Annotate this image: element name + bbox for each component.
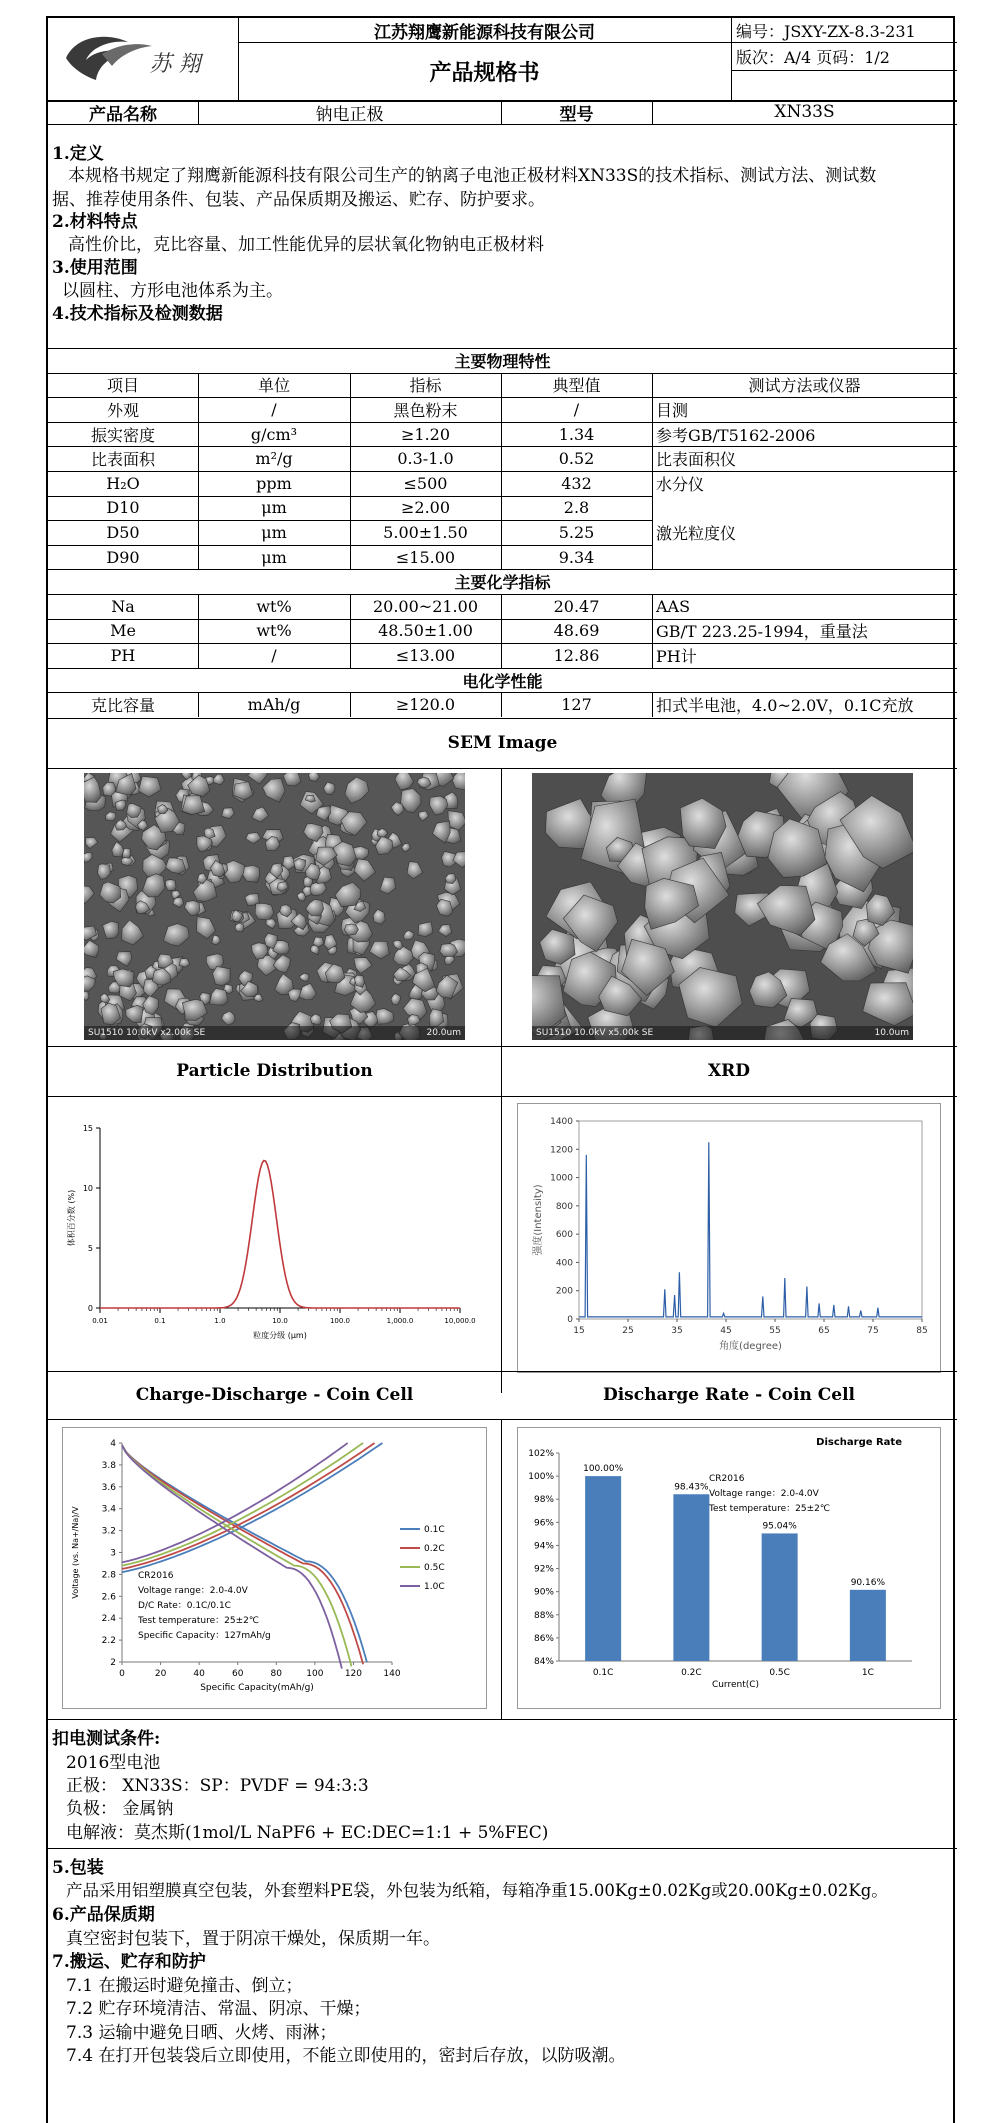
cd-x-tick-label: 80 bbox=[270, 1669, 283, 1679]
physical-row-0-col-0: 外观 bbox=[106, 400, 139, 420]
sem-texture-left bbox=[84, 773, 465, 1040]
electro-row-0-col-2: ≥120.0 bbox=[395, 695, 456, 715]
physical-row-2-col-3: 0.52 bbox=[558, 449, 595, 469]
physical-row-2-col-1: m²/g bbox=[255, 449, 293, 469]
rate-bar-0.5C bbox=[762, 1533, 798, 1661]
conditions-line-4: 电解液：莫杰斯(1mol/L NaPF6 + EC:DEC=1:1 + 5%FEC) bbox=[66, 1823, 549, 1843]
physical-row-2-col-0: 比表面积 bbox=[90, 450, 155, 470]
section-4-title: 4.技术指标及检测数据 bbox=[52, 304, 223, 324]
charge-discharge-chart bbox=[62, 1427, 487, 1709]
section-7-item-4: 7.4 在打开包装袋后立即使用，不能立即使用的，密封后存放，以防吸潮。 bbox=[66, 2046, 626, 2066]
physical-row-4-col-2: ≥2.00 bbox=[400, 498, 451, 518]
chemical-row-2-col-0: PH bbox=[110, 645, 136, 665]
electro-section-title: 电化学性能 bbox=[462, 671, 543, 691]
xrd-y-tick-label: 400 bbox=[555, 1258, 573, 1269]
section-7-title: 7.搬运、贮存和防护 bbox=[52, 1952, 206, 1972]
cd-y-label: Voltage (vs. Na+/Na)/V bbox=[71, 1506, 80, 1599]
section-2-line-1: 高性价比，克比容量、加工性能优异的层状氧化物钠电正极材料 bbox=[68, 235, 544, 255]
psd-series-line bbox=[100, 1161, 460, 1308]
section-5-line-1: 产品采用铝塑膜真空包装，外套塑料PE袋，外包装为纸箱，每箱净重15.00Kg±0.02Kg或20.00Kg±0.02Kg。 bbox=[66, 1881, 888, 1900]
physical-row-1-col-3: 1.34 bbox=[558, 424, 595, 444]
cd-legend-label-0.1C: 0.1C bbox=[424, 1525, 445, 1535]
sem-particle bbox=[213, 967, 231, 986]
charge-discharge-title: Charge-Discharge - Coin Cell bbox=[135, 1385, 414, 1405]
cd-y-tick-label: 2.8 bbox=[101, 1570, 116, 1581]
xrd-pattern-line bbox=[579, 1142, 922, 1317]
chemical-row-0-col-0: Na bbox=[111, 596, 135, 616]
section-6-line-1: 真空密封包装下，置于阴凉干燥处，保质期一年。 bbox=[66, 1929, 440, 1949]
physical-row-0-col-1: / bbox=[271, 399, 277, 419]
rate-y-tick-label: 98% bbox=[533, 1495, 554, 1506]
section-7-item-2: 7.2 贮存环境清洁、常温、阴凉、干燥； bbox=[66, 1999, 371, 2019]
section-6-title: 6.产品保质期 bbox=[52, 1905, 155, 1925]
chemical-row-2-col-1: / bbox=[271, 645, 277, 665]
psd-y-tick-label: 15 bbox=[82, 1124, 93, 1133]
psd-x-tick-label: 100.0 bbox=[329, 1317, 351, 1325]
xrd-y-tick-label: 600 bbox=[555, 1230, 573, 1241]
conditions-title: 扣电测试条件: bbox=[52, 1729, 161, 1749]
chemical-row-2-col-3: 12.86 bbox=[553, 645, 600, 665]
xrd-x-tick-label: 85 bbox=[916, 1326, 928, 1336]
cd-x-tick-label: 100 bbox=[306, 1669, 324, 1679]
chemical-row-1-col-4: GB/T 223.25-1994，重量法 bbox=[656, 622, 868, 642]
rate-x-tick-label-0.1C: 0.1C bbox=[592, 1668, 614, 1678]
rate-y-tick-label: 90% bbox=[533, 1587, 554, 1598]
cd-x-tick-label: 40 bbox=[193, 1669, 205, 1679]
physical-row-4-col-3: 2.8 bbox=[563, 498, 590, 518]
physical-row-5-col-1: μm bbox=[261, 522, 287, 542]
sem-caption-left-info: SU1510 10.0kV x2.00k SE bbox=[88, 1028, 206, 1038]
xrd-y-tick-label: 200 bbox=[555, 1286, 573, 1297]
cd-charge-curve-0.1C bbox=[122, 1443, 382, 1572]
cd-x-tick-label: 20 bbox=[154, 1669, 167, 1679]
physical-row-6-col-3: 9.34 bbox=[558, 547, 595, 567]
cd-y-tick-label: 4 bbox=[110, 1439, 116, 1449]
section-1-line-1: 本规格书规定了翔鹰新能源科技有限公司生产的钠离子电池正极材料XN33S的技术指标、测试方法、测试数 bbox=[68, 166, 877, 186]
cd-x-tick-label: 60 bbox=[231, 1669, 244, 1679]
physical-row-0-col-3: / bbox=[573, 399, 580, 419]
physical-row-5-col-0: D50 bbox=[106, 522, 140, 542]
rate-bar-0.1C bbox=[585, 1476, 621, 1661]
cd-y-tick-label: 3.2 bbox=[101, 1526, 116, 1537]
xrd-x-tick-label: 15 bbox=[573, 1326, 585, 1336]
physical-row-6-col-1: μm bbox=[261, 547, 287, 567]
xrd-plot-area bbox=[579, 1121, 922, 1319]
cd-y-tick-label: 2.2 bbox=[101, 1636, 116, 1647]
sem-title: SEM Image bbox=[447, 733, 558, 753]
physical-row-3-col-3: 432 bbox=[561, 473, 592, 493]
rate-x-tick-label-0.5C: 0.5C bbox=[769, 1668, 790, 1678]
cd-charge-curve-1.0C bbox=[122, 1443, 348, 1562]
physical-section-title: 主要物理特性 bbox=[454, 351, 551, 371]
sem-caption-right-scale: 10.0um bbox=[874, 1028, 909, 1038]
section-7-item-3: 7.3 运输中避免日晒、火烤、雨淋； bbox=[66, 2023, 337, 2043]
psd-x-tick-label: 10.0 bbox=[272, 1317, 288, 1325]
cd-annotation-0: CR2016 bbox=[138, 1571, 174, 1581]
sem-caption-left bbox=[84, 1026, 465, 1040]
xrd-chart bbox=[517, 1103, 941, 1373]
section-1-title: 1.定义 bbox=[52, 144, 104, 164]
xrd-x-tick-label: 55 bbox=[769, 1326, 781, 1336]
table-header-1: 单位 bbox=[257, 376, 290, 396]
rate-y-tick-label: 88% bbox=[533, 1610, 554, 1621]
rate-data-label-1C: 90.16% bbox=[850, 1577, 886, 1588]
chemical-row-1-col-2: 48.50±1.00 bbox=[378, 621, 473, 641]
rate-y-tick-label: 102% bbox=[528, 1449, 554, 1459]
section-3-line-1: 以圆柱、方形电池体系为主。 bbox=[62, 281, 283, 301]
rate-x-tick-label-0.2C: 0.2C bbox=[681, 1668, 702, 1678]
xrd-y-tick-label: 1400 bbox=[550, 1117, 573, 1127]
xrd-x-tick-label: 35 bbox=[671, 1326, 683, 1336]
chemical-row-0-col-2: 20.00~21.00 bbox=[372, 596, 478, 616]
physical-row-4-col-0: D10 bbox=[106, 498, 140, 518]
company-name: 江苏翔鹰新能源科技有限公司 bbox=[374, 22, 595, 43]
xrd-x-tick-label: 25 bbox=[622, 1326, 634, 1336]
discharge-rate-chart bbox=[517, 1427, 941, 1709]
sem-caption-right-info: SU1510 10.0kV x5.00k SE bbox=[536, 1028, 654, 1038]
electro-row-0-col-1: mAh/g bbox=[247, 695, 301, 715]
physical-row-2-col-4: 比表面积仪 bbox=[656, 450, 737, 470]
xrd-y-tick-label: 1200 bbox=[550, 1145, 573, 1156]
cd-annotation-3: Test temperature：25±2℃ bbox=[138, 1616, 259, 1626]
sem-particle bbox=[418, 922, 433, 937]
physical-row-5-col-3: 5.25 bbox=[558, 522, 595, 542]
electro-row-0-col-3: 127 bbox=[561, 695, 592, 715]
table-header-4: 测试方法或仪器 bbox=[748, 376, 861, 396]
electro-row-0-col-4: 扣式半电池，4.0~2.0V，0.1C充放 bbox=[656, 696, 914, 716]
rate-data-label-0.2C: 98.43% bbox=[674, 1482, 709, 1493]
chemical-row-1-col-3: 48.69 bbox=[553, 621, 600, 641]
sem-caption-left-scale: 20.0um bbox=[426, 1028, 461, 1038]
xrd-x-tick-label: 45 bbox=[720, 1326, 732, 1336]
cd-charge-curve-0.5C bbox=[122, 1443, 363, 1566]
product-name-label: 产品名称 bbox=[89, 104, 157, 125]
physical-row-2-col-2: 0.3-1.0 bbox=[397, 449, 454, 469]
rate-y-tick-label: 94% bbox=[533, 1541, 554, 1552]
physical-row-1-col-4: 参考GB/T5162-2006 bbox=[656, 425, 816, 445]
section-3-title: 3.使用范围 bbox=[52, 258, 138, 278]
particle-distribution-chart bbox=[60, 1108, 490, 1358]
cd-x-tick-label: 0 bbox=[119, 1669, 125, 1679]
chemical-row-0-col-4: AAS bbox=[656, 596, 691, 616]
table-header-0: 项目 bbox=[106, 376, 139, 396]
logo-text: 苏 翔 bbox=[149, 51, 201, 77]
xrd-x-tick-label: 65 bbox=[818, 1326, 830, 1336]
rate-bar-0.2C bbox=[673, 1494, 709, 1661]
cd-y-tick-label: 2.4 bbox=[101, 1614, 116, 1625]
rate-y-tick-label: 100% bbox=[528, 1472, 554, 1483]
rate-x-label: Current(C) bbox=[711, 1680, 760, 1690]
physical-row-6-col-0: D90 bbox=[106, 547, 140, 567]
rate-annotation-1: Voltage range：2.0-4.0V bbox=[709, 1489, 819, 1499]
product-model-label: 型号 bbox=[559, 104, 594, 125]
physical-row-4-col-1: μm bbox=[261, 498, 287, 518]
conditions-line-1: 2016型电池 bbox=[66, 1753, 161, 1773]
sem-particle bbox=[344, 924, 358, 935]
cd-legend-label-0.2C: 0.2C bbox=[424, 1544, 445, 1554]
rate-y-tick-label: 96% bbox=[533, 1518, 554, 1529]
psd-x-tick-label: 0.01 bbox=[92, 1317, 108, 1325]
rate-annotation-0: CR2016 bbox=[709, 1474, 745, 1484]
xrd-x-tick-label: 75 bbox=[867, 1326, 879, 1336]
table-header-2: 指标 bbox=[409, 376, 442, 396]
cd-y-tick-label: 3.6 bbox=[101, 1482, 116, 1493]
chemical-row-1-col-0: Me bbox=[110, 621, 136, 641]
rate-chart-title: Discharge Rate bbox=[816, 1437, 902, 1448]
conditions-line-2: 正极： XN33S：SP：PVDF = 94:3:3 bbox=[66, 1776, 369, 1796]
section-2-title: 2.材料特点 bbox=[52, 212, 138, 232]
sem-texture-right bbox=[532, 773, 913, 1040]
cd-annotation-2: D/C Rate：0.1C/0.1C bbox=[138, 1601, 231, 1611]
cd-y-tick-label: 3.8 bbox=[101, 1460, 116, 1471]
doc-version: 版次：A/4 页码：1/2 bbox=[736, 47, 890, 67]
doc-title: 产品规格书 bbox=[429, 59, 540, 86]
doc-number: 编号：JSXY-ZX-8.3-231 bbox=[736, 21, 916, 41]
sem-image-high-mag bbox=[532, 773, 913, 1040]
product-model-value: XN33S bbox=[774, 102, 835, 122]
product-name-value: 钠电正极 bbox=[315, 104, 384, 125]
section-7-item-1: 7.1 在搬运时避免撞击、倒立； bbox=[66, 1976, 303, 1996]
laser-method-cell: 激光粒度仪 bbox=[656, 523, 737, 543]
physical-row-1-col-2: ≥1.20 bbox=[400, 424, 451, 444]
psd-y-tick-label: 5 bbox=[87, 1244, 93, 1253]
chemical-section-title: 主要化学指标 bbox=[454, 573, 551, 593]
rate-y-tick-label: 84% bbox=[533, 1657, 554, 1667]
cd-x-tick-label: 140 bbox=[383, 1669, 401, 1679]
physical-row-0-col-4: 目测 bbox=[656, 400, 689, 420]
rate-y-tick-label: 92% bbox=[533, 1564, 554, 1575]
xrd-y-tick-label: 800 bbox=[555, 1201, 573, 1212]
section-5-title: 5.包装 bbox=[52, 1858, 104, 1878]
psd-x-tick-label: 1.0 bbox=[214, 1317, 226, 1325]
psd-y-label: 体积百分数 (%) bbox=[67, 1189, 76, 1247]
chemical-row-2-col-2: ≤13.00 bbox=[395, 645, 456, 665]
psd-x-tick-label: 0.1 bbox=[154, 1317, 166, 1325]
chemical-row-2-col-4: PH计 bbox=[656, 646, 697, 666]
table-header-3: 典型值 bbox=[552, 376, 601, 396]
psd-y-tick-label: 10 bbox=[82, 1184, 93, 1193]
section-1-line-2: 据、推荐使用条件、包装、产品保质期及搬运、贮存、防护要求。 bbox=[52, 190, 545, 210]
psd-x-tick-label: 10,000.0 bbox=[444, 1317, 476, 1325]
cd-y-tick-label: 2 bbox=[110, 1658, 116, 1668]
physical-row-3-col-4: 水分仪 bbox=[656, 474, 705, 494]
cd-legend-label-1.0C: 1.0C bbox=[424, 1582, 445, 1592]
sem-particle bbox=[255, 903, 274, 919]
physical-row-6-col-2: ≤15.00 bbox=[395, 547, 456, 567]
particle-title: Particle Distribution bbox=[176, 1061, 373, 1081]
cd-annotation-1: Voltage range：2.0-4.0V bbox=[138, 1586, 248, 1596]
xrd-y-label: 强度(Intensity) bbox=[533, 1184, 544, 1256]
rate-data-label-0.5C: 95.04% bbox=[762, 1521, 797, 1532]
rate-y-tick-label: 86% bbox=[533, 1633, 554, 1644]
cd-y-tick-label: 3 bbox=[110, 1548, 116, 1559]
xrd-y-tick-label: 0 bbox=[567, 1315, 573, 1325]
physical-row-3-col-2: ≤500 bbox=[403, 473, 448, 493]
rate-bar-1C bbox=[850, 1590, 886, 1661]
chemical-row-0-col-3: 20.47 bbox=[553, 596, 600, 616]
xrd-y-tick-label: 1000 bbox=[550, 1173, 573, 1184]
physical-row-0-col-2: 黑色粉末 bbox=[393, 400, 458, 420]
discharge-rate-title: Discharge Rate - Coin Cell bbox=[602, 1385, 856, 1405]
cd-annotation-4: Specific Capacity：127mAh/g bbox=[138, 1631, 271, 1641]
cd-x-label: Specific Capacity(mAh/g) bbox=[200, 1683, 314, 1693]
sem-particle bbox=[165, 880, 176, 891]
psd-x-tick-label: 1,000.0 bbox=[386, 1317, 414, 1325]
cd-y-tick-label: 2.6 bbox=[101, 1592, 116, 1603]
xrd-title: XRD bbox=[707, 1061, 751, 1081]
xrd-x-label: 角度(degree) bbox=[719, 1341, 782, 1352]
chemical-row-1-col-1: wt% bbox=[256, 621, 292, 641]
psd-x-label: 粒度分级 (μm) bbox=[253, 1331, 307, 1340]
physical-row-3-col-1: ppm bbox=[256, 473, 292, 493]
electro-row-0-col-0: 克比容量 bbox=[90, 696, 155, 716]
cd-x-tick-label: 120 bbox=[344, 1669, 363, 1679]
psd-y-tick-label: 0 bbox=[87, 1304, 93, 1313]
sem-caption-right bbox=[532, 1026, 913, 1040]
rate-data-label-0.1C: 100.00% bbox=[583, 1464, 624, 1475]
physical-row-1-col-1: g/cm³ bbox=[250, 424, 298, 444]
rate-annotation-2: Test temperature：25±2℃ bbox=[709, 1504, 830, 1514]
sem-image-low-mag bbox=[84, 773, 465, 1040]
physical-row-5-col-2: 5.00±1.50 bbox=[383, 522, 468, 542]
cd-legend-label-0.5C: 0.5C bbox=[424, 1563, 445, 1573]
spec-sheet-page bbox=[46, 16, 955, 2123]
cd-y-tick-label: 3.4 bbox=[101, 1504, 116, 1515]
physical-row-3-col-0: H₂O bbox=[106, 473, 140, 493]
chemical-row-0-col-1: wt% bbox=[256, 596, 292, 616]
physical-row-1-col-0: 振实密度 bbox=[90, 425, 155, 445]
conditions-line-3: 负极： 金属钠 bbox=[66, 1799, 174, 1819]
rate-x-tick-label-1C: 1C bbox=[861, 1668, 874, 1678]
